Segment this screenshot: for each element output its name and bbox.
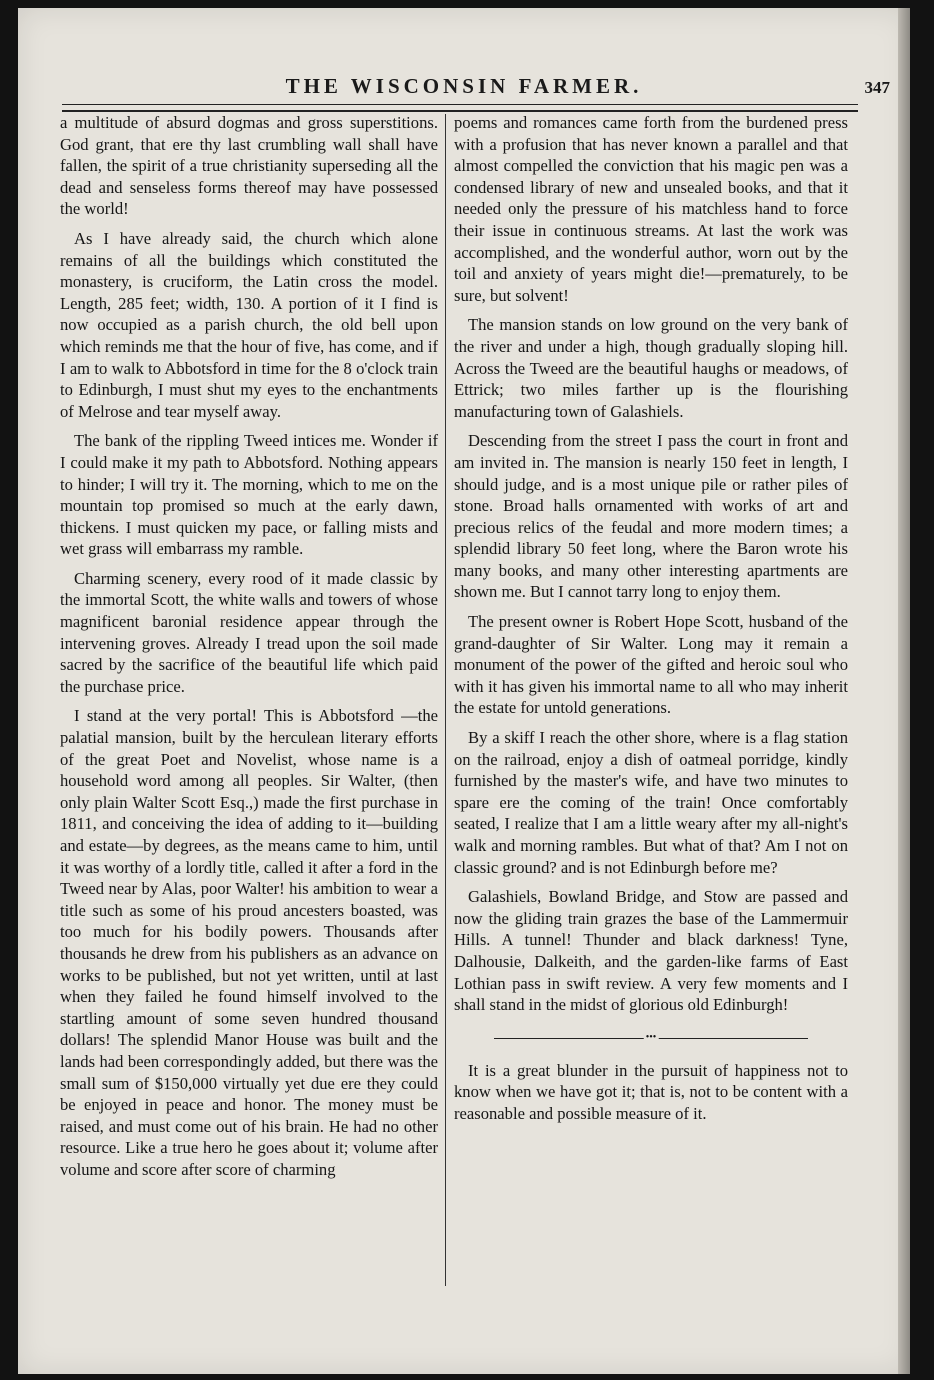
paragraph: The mansion stands on low ground on the very bank of the river and under a high, though gradually sloping hill. Across the Tweed are the beautiful haughs or meadows, of Ettrick; two miles farther up is the flourishing manufacturing town of Galashiels. — [454, 315, 848, 421]
paragraph: The bank of the rippling Tweed intices me. Wonder if I could make it my path to Abbotsford. Nothing appears to hinder; I will try it. The morning, which to me on the mountain top promised so much at the early dawn, thickens. I must quicken my pace, or falling mists and wet grass will embarrass my ramble. — [60, 431, 438, 559]
paragraph: The present owner is Robert Hope Scott, husband of the grand-daughter of Sir Walter. Long may it remain a monument of the power of the gifted and heroic soul who with it has given his immortal name to all who may inherit the estate for untold generations. — [454, 612, 848, 718]
section-separator — [494, 1032, 808, 1046]
paragraph: a multitude of absurd dogmas and gross superstitions. God grant, that ere thy last crumbling wall shall have fallen, the spirit of a true christianity superseding all the dead and senseless forms thereof may have possessed the world! — [60, 113, 438, 219]
running-title: THE WISCONSIN FARMER. — [285, 74, 643, 98]
paragraph: Charming scenery, every rood of it made classic by the immortal Scott, the white walls and towers of whose magnificent baronial residence appear through the intervening groves. Already I tread upon the soil made sacred by the sacrifice of the beautiful life which paid the purchase price. — [60, 568, 438, 696]
left-column — [60, 112, 438, 1189]
magazine-page — [18, 8, 910, 1374]
header-rule — [62, 104, 858, 112]
page-edge — [898, 8, 910, 1374]
paragraph: By a skiff I reach the other shore, where is a flag station on the railroad, enjoy a dish of oatmeal porridge, kindly furnished by the master's wife, and have two minutes to spare ere the coming of the train! Once comfortably seated, I realize that I am a little weary after my all-night's walk and morning rambles. But what of that? Am I not on classic ground? and is not Edinburgh before me? — [454, 728, 848, 877]
closing-paragraph: It is a great blunder in the pursuit of happiness not to know when we have got it; that is, not to be content with a reasonable and possible measure of it. — [454, 1060, 848, 1123]
paragraph: As I have already said, the church which alone remains of all the buildings which constituted the monastery, is cruciform, the Latin cross the model. Length, 285 feet; width, 130. A portion of it I find is now occupied as a parish church, the old bell upon which reminds me that the hour of five, has come, and if I am to walk to Abbotsford in time for the 8 o'clock train to Edinburgh, I must shut my eyes to the enchantments of Melrose and tear myself away. — [60, 228, 438, 421]
column-divider — [445, 114, 446, 1286]
separator-ornament: ••• — [645, 1031, 657, 1043]
page-header — [58, 74, 890, 102]
right-column — [454, 112, 848, 1133]
page-number: 347 — [864, 78, 890, 97]
paragraph: poems and romances came forth from the burdened press with a profusion that has never known a parallel and that almost compelled the conviction that his magic pen was a condensed library of new and unsealed books, and that it needed only the pressure of his matchless hand to force their issue in continuous streams. At last the work was accomplished, and the wonderful author, worn out by the toil and anxiety of years might die!—prematurely, to be sure, but solvent! — [454, 113, 848, 305]
paragraph: I stand at the very portal! This is Abbotsford —the palatial mansion, built by the herculean literary efforts of the great Poet and Novelist, whose name is a household word among all peoples. Sir Walter, (then only plain Walter Scott Esq.,) made the first purchase in 1811, and conceiving the idea of adding to it—building and estate—by degrees, as the means came to him, until it was worthy of a lordly title, called it after a ford in the Tweed near by Alas, poor Walter! his ambition to wear a title such as some of his proud ancesters boasted, was too much for his bodily powers. Thousands after thousands he drew from his publishers as an advance on works to be published, but not yet written, until at last when they failed he found himself involved to the startling amount of some seven hundred thousand dollars! The splendid Manor House was built and the lands had been correspondingly added, but there was the small sum of $150,000 virtually yet due ere they could be enjoyed in peace and honor. The money must be raised, and must come out of his brain. He had no other resource. Like a true hero he goes about it; volume after volume and score after score of charming — [60, 706, 438, 1179]
paragraph: Descending from the street I pass the court in front and am invited in. The mansion is nearly 150 feet in length, I should judge, and is a most unique pile or rather piles of stone. Broad halls ornamented with works of art and precious relics of the feudal and more modern times; a splendid library 50 feet long, where the Baron wrote his many books, and many other interesting apartments are shown me. But I cannot tarry long to enjoy them. — [454, 431, 848, 602]
paragraph: Galashiels, Bowland Bridge, and Stow are passed and now the gliding train grazes the base of the Lammermuir Hills. A tunnel! Thunder and black darkness! Tyne, Dalhousie, Dalkeith, and the garden-like farms of East Lothian pass in swift review. A very few moments and I shall stand in the midst of glorious old Edinburgh! — [454, 887, 848, 1015]
